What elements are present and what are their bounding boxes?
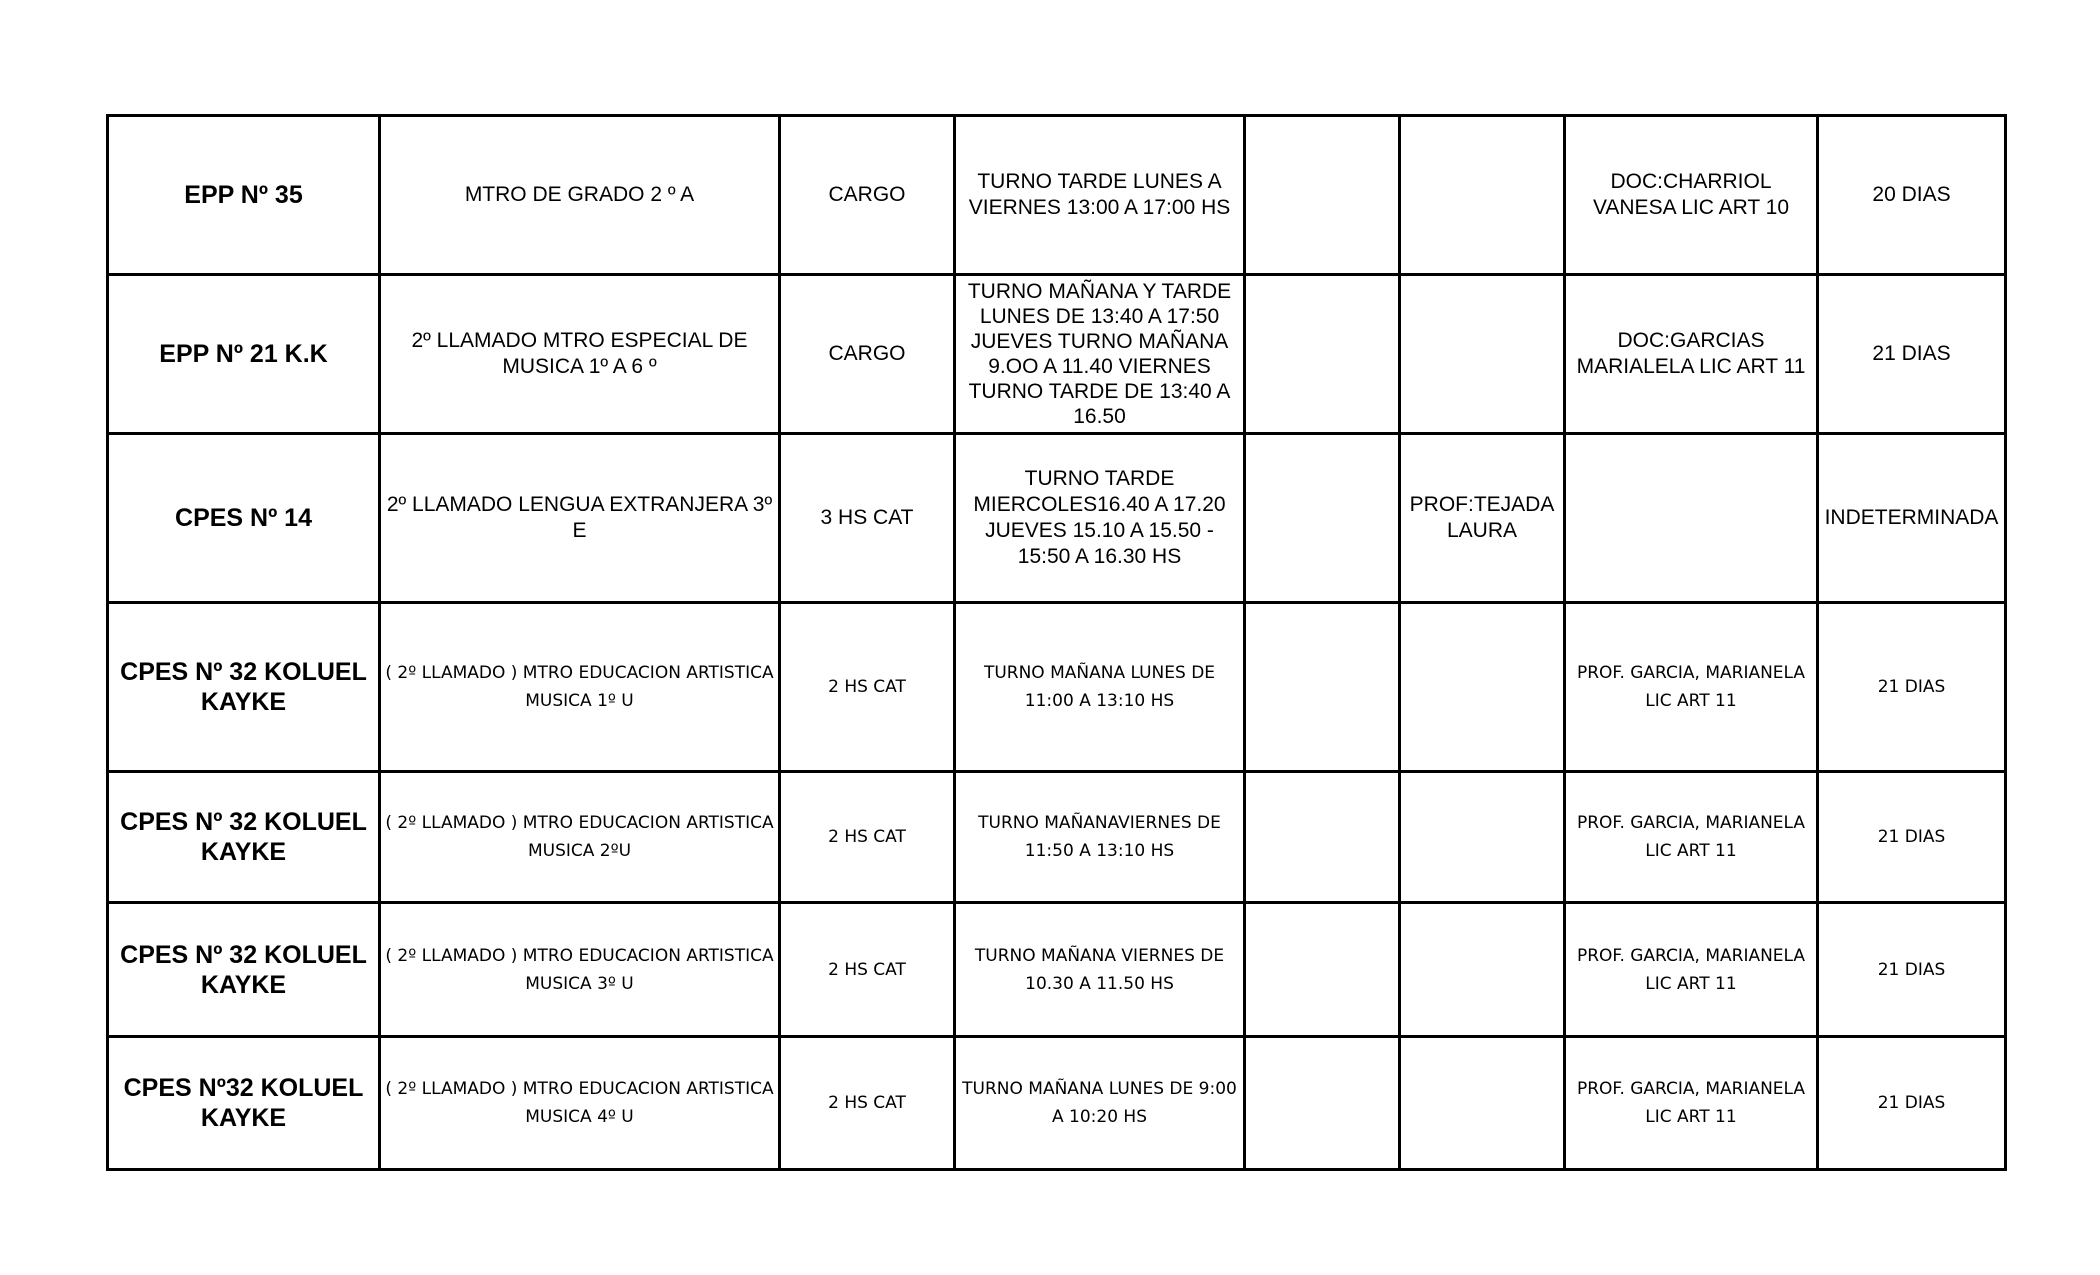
school-cell: EPP Nº 21 K.K (108, 275, 380, 434)
schedule-cell: TURNO MAÑANA Y TARDE LUNES DE 13:40 A 17:50 JUEVES TURNO MAÑANA 9.OO A 11.40 VIERNES TURNO TARDE DE 13:40 A 16.50 (955, 275, 1245, 434)
duration-cell: 21 DIAS (1818, 903, 2006, 1037)
professor-cell: PROF:TEJADA LAURA (1400, 434, 1565, 603)
type-cell: 2 HS CAT (780, 1037, 955, 1170)
type-cell: 3 HS CAT (780, 434, 955, 603)
professor-cell (1400, 275, 1565, 434)
duration-cell: 21 DIAS (1818, 275, 2006, 434)
position-cell: ( 2º LLAMADO ) MTRO EDUCACION ARTISTICA MUSICA 2ºU (380, 772, 780, 903)
table-row (108, 434, 2006, 603)
school-cell: EPP Nº 35 (108, 116, 380, 275)
empty-cell (1245, 434, 1400, 603)
position-cell: ( 2º LLAMADO ) MTRO EDUCACION ARTISTICA MUSICA 4º U (380, 1037, 780, 1170)
type-cell: CARGO (780, 116, 955, 275)
table-row (108, 1037, 2006, 1170)
teacher-cell: PROF. GARCIA, MARIANELA LIC ART 11 (1565, 1037, 1818, 1170)
school-cell: CPES Nº 14 (108, 434, 380, 603)
duration-cell: 21 DIAS (1818, 772, 2006, 903)
teacher-cell (1565, 434, 1818, 603)
school-cell: CPES Nº 32 KOLUEL KAYKE (108, 903, 380, 1037)
school-cell: CPES Nº 32 KOLUEL KAYKE (108, 603, 380, 772)
empty-cell (1245, 603, 1400, 772)
empty-cell (1245, 903, 1400, 1037)
empty-cell (1245, 1037, 1400, 1170)
table-row (108, 603, 2006, 772)
empty-cell (1245, 275, 1400, 434)
table-row (108, 772, 2006, 903)
school-cell: CPES Nº 32 KOLUEL KAYKE (108, 772, 380, 903)
professor-cell (1400, 772, 1565, 903)
professor-cell (1400, 603, 1565, 772)
professor-cell (1400, 116, 1565, 275)
teacher-cell: PROF. GARCIA, MARIANELA LIC ART 11 (1565, 772, 1818, 903)
duration-cell: INDETERMINADA (1818, 434, 2006, 603)
professor-cell (1400, 903, 1565, 1037)
teacher-cell: DOC:CHARRIOL VANESA LIC ART 10 (1565, 116, 1818, 275)
position-cell: MTRO DE GRADO 2 º A (380, 116, 780, 275)
position-cell: ( 2º LLAMADO ) MTRO EDUCACION ARTISTICA MUSICA 3º U (380, 903, 780, 1037)
table-row (108, 116, 2006, 275)
schedule-cell: TURNO MAÑANAVIERNES DE 11:50 A 13:10 HS (955, 772, 1245, 903)
teacher-cell: PROF. GARCIA, MARIANELA LIC ART 11 (1565, 603, 1818, 772)
type-cell: 2 HS CAT (780, 772, 955, 903)
empty-cell (1245, 116, 1400, 275)
table-row (108, 275, 2006, 434)
position-cell: 2º LLAMADO MTRO ESPECIAL DE MUSICA 1º A 6 º (380, 275, 780, 434)
empty-cell (1245, 772, 1400, 903)
teacher-cell: DOC:GARCIAS MARIALELA LIC ART 11 (1565, 275, 1818, 434)
schedule-cell: TURNO MAÑANA LUNES DE 11:00 A 13:10 HS (955, 603, 1245, 772)
assignments-table (106, 114, 2007, 1171)
position-cell: ( 2º LLAMADO ) MTRO EDUCACION ARTISTICA MUSICA 1º U (380, 603, 780, 772)
duration-cell: 20 DIAS (1818, 116, 2006, 275)
schedule-cell: TURNO TARDE LUNES A VIERNES 13:00 A 17:00 HS (955, 116, 1245, 275)
type-cell: 2 HS CAT (780, 603, 955, 772)
schedule-cell: TURNO MAÑANA VIERNES DE 10.30 A 11.50 HS (955, 903, 1245, 1037)
type-cell: 2 HS CAT (780, 903, 955, 1037)
professor-cell (1400, 1037, 1565, 1170)
type-cell: CARGO (780, 275, 955, 434)
position-cell: 2º LLAMADO LENGUA EXTRANJERA 3º E (380, 434, 780, 603)
schedule-cell: TURNO TARDE MIERCOLES16.40 A 17.20 JUEVES 15.10 A 15.50 - 15:50 A 16.30 HS (955, 434, 1245, 603)
duration-cell: 21 DIAS (1818, 1037, 2006, 1170)
schedule-cell: TURNO MAÑANA LUNES DE 9:00 A 10:20 HS (955, 1037, 1245, 1170)
school-cell: CPES Nº32 KOLUEL KAYKE (108, 1037, 380, 1170)
teacher-cell: PROF. GARCIA, MARIANELA LIC ART 11 (1565, 903, 1818, 1037)
table-row (108, 903, 2006, 1037)
duration-cell: 21 DIAS (1818, 603, 2006, 772)
